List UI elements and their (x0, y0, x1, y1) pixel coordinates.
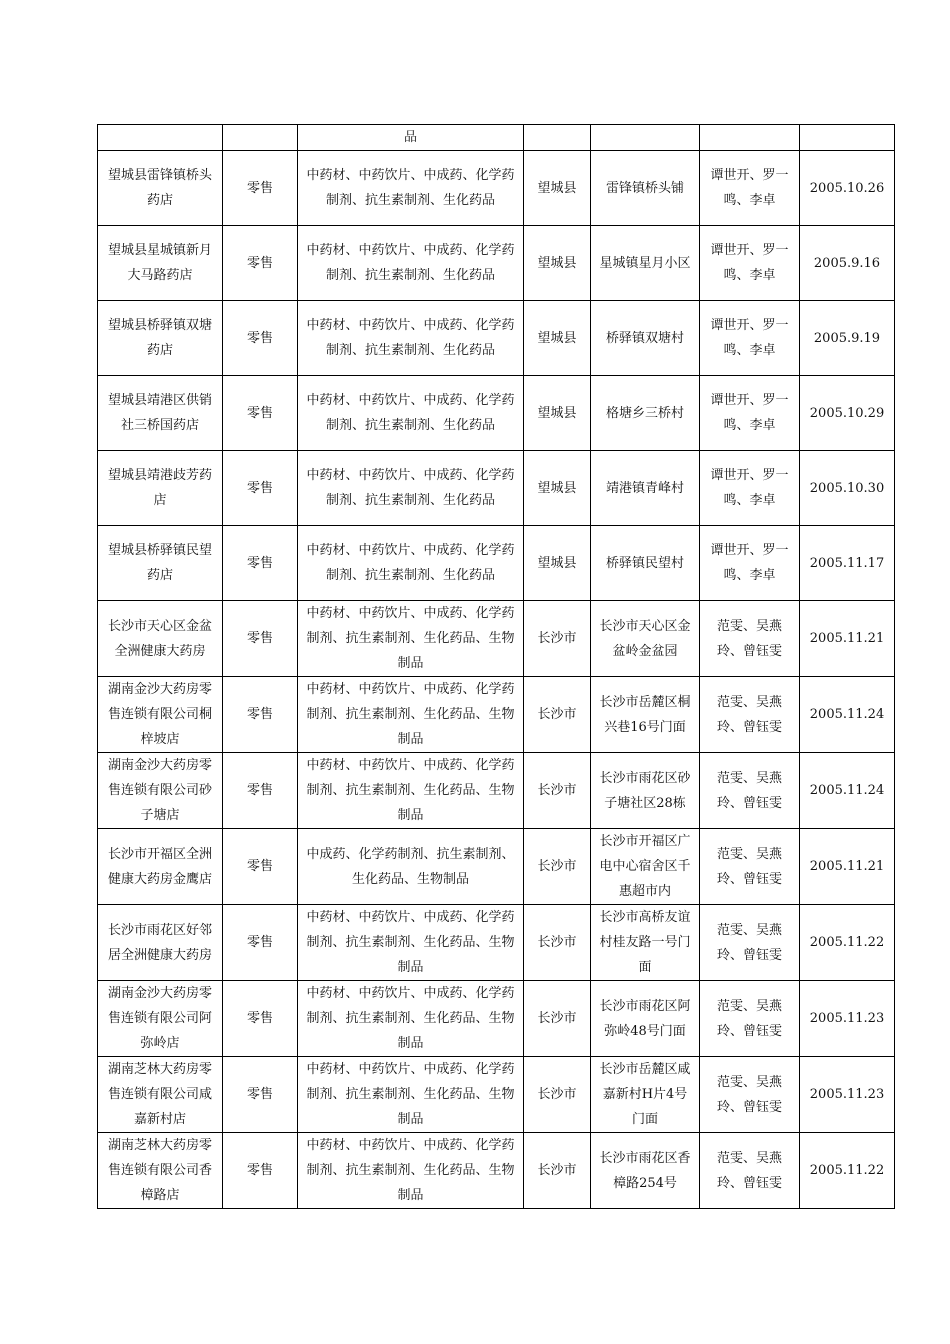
cell-scope: 中药材、中药饮片、中成药、化学药制剂、抗生素制剂、生化药品、生物制品 (298, 753, 524, 829)
cell-date: 2005.11.24 (800, 753, 895, 829)
cell-date: 2005.11.23 (800, 981, 895, 1057)
cell-area: 长沙市 (524, 601, 591, 677)
cell-name: 望城县雷锋镇桥头药店 (98, 151, 223, 226)
cell-inspectors: 范雯、吴燕玲、曾钰雯 (700, 1057, 800, 1133)
cell-inspectors: 谭世开、罗一鸣、李卓 (700, 451, 800, 526)
cell-address: 长沙市雨花区阿弥岭48号门面 (591, 981, 700, 1057)
cell-scope: 品 (298, 125, 524, 151)
cell-address: 雷锋镇桥头铺 (591, 151, 700, 226)
cell-date: 2005.9.16 (800, 226, 895, 301)
cell-address: 桥驿镇民望村 (591, 526, 700, 601)
cell-inspectors: 范雯、吴燕玲、曾钰雯 (700, 905, 800, 981)
cell-address: 靖港镇青峰村 (591, 451, 700, 526)
cell-type: 零售 (223, 376, 298, 451)
cell-address (591, 125, 700, 151)
cell-area: 长沙市 (524, 905, 591, 981)
table-row (98, 601, 895, 677)
cell-scope: 中药材、中药饮片、中成药、化学药制剂、抗生素制剂、生化药品 (298, 301, 524, 376)
cell-name: 望城县桥驿镇双塘药店 (98, 301, 223, 376)
cell-area: 长沙市 (524, 1057, 591, 1133)
cell-area: 望城县 (524, 226, 591, 301)
table-row (98, 151, 895, 226)
cell-scope: 中药材、中药饮片、中成药、化学药制剂、抗生素制剂、生化药品 (298, 151, 524, 226)
cell-address: 长沙市岳麓区桐兴巷16号门面 (591, 677, 700, 753)
cell-scope: 中药材、中药饮片、中成药、化学药制剂、抗生素制剂、生化药品、生物制品 (298, 1133, 524, 1209)
cell-scope: 中药材、中药饮片、中成药、化学药制剂、抗生素制剂、生化药品、生物制品 (298, 1057, 524, 1133)
cell-type: 零售 (223, 753, 298, 829)
cell-type (223, 125, 298, 151)
cell-date: 2005.11.22 (800, 905, 895, 981)
cell-scope: 中药材、中药饮片、中成药、化学药制剂、抗生素制剂、生化药品、生物制品 (298, 601, 524, 677)
cell-name (98, 125, 223, 151)
table-row (98, 1133, 895, 1209)
cell-date: 2005.11.24 (800, 677, 895, 753)
continuation-row (98, 125, 895, 151)
cell-name: 湖南金沙大药房零售连锁有限公司桐梓坡店 (98, 677, 223, 753)
cell-name: 望城县桥驿镇民望药店 (98, 526, 223, 601)
table-row (98, 905, 895, 981)
table-row (98, 1057, 895, 1133)
table-row (98, 226, 895, 301)
cell-type: 零售 (223, 526, 298, 601)
cell-inspectors: 范雯、吴燕玲、曾钰雯 (700, 601, 800, 677)
table-row (98, 829, 895, 905)
cell-type: 零售 (223, 677, 298, 753)
cell-address: 长沙市雨花区砂子塘社区28栋 (591, 753, 700, 829)
cell-name: 长沙市开福区全洲健康大药房金鹰店 (98, 829, 223, 905)
cell-inspectors: 谭世开、罗一鸣、李卓 (700, 226, 800, 301)
cell-type: 零售 (223, 601, 298, 677)
cell-date (800, 125, 895, 151)
cell-area: 望城县 (524, 526, 591, 601)
cell-type: 零售 (223, 301, 298, 376)
cell-date: 2005.11.22 (800, 1133, 895, 1209)
cell-name: 湖南芝林大药房零售连锁有限公司咸嘉新村店 (98, 1057, 223, 1133)
cell-area: 长沙市 (524, 829, 591, 905)
cell-name: 望城县星城镇新月大马路药店 (98, 226, 223, 301)
table-row (98, 677, 895, 753)
cell-address: 长沙市开福区广电中心宿舍区千惠超市内 (591, 829, 700, 905)
cell-area: 望城县 (524, 151, 591, 226)
cell-date: 2005.11.21 (800, 829, 895, 905)
cell-date: 2005.10.29 (800, 376, 895, 451)
cell-area: 长沙市 (524, 981, 591, 1057)
cell-inspectors: 范雯、吴燕玲、曾钰雯 (700, 981, 800, 1057)
cell-address: 长沙市高桥友谊村桂友路一号门面 (591, 905, 700, 981)
cell-scope: 中药材、中药饮片、中成药、化学药制剂、抗生素制剂、生化药品、生物制品 (298, 905, 524, 981)
cell-name: 湖南金沙大药房零售连锁有限公司砂子塘店 (98, 753, 223, 829)
cell-inspectors: 谭世开、罗一鸣、李卓 (700, 151, 800, 226)
cell-address: 桥驿镇双塘村 (591, 301, 700, 376)
cell-inspectors: 范雯、吴燕玲、曾钰雯 (700, 753, 800, 829)
cell-type: 零售 (223, 1057, 298, 1133)
cell-date: 2005.11.21 (800, 601, 895, 677)
cell-inspectors: 范雯、吴燕玲、曾钰雯 (700, 1133, 800, 1209)
cell-type: 零售 (223, 981, 298, 1057)
table-row (98, 526, 895, 601)
cell-type: 零售 (223, 829, 298, 905)
table-row (98, 301, 895, 376)
cell-type: 零售 (223, 905, 298, 981)
cell-name: 湖南芝林大药房零售连锁有限公司香樟路店 (98, 1133, 223, 1209)
pharmacy-inspection-table (97, 124, 895, 1209)
cell-scope: 中成药、化学药制剂、抗生素制剂、生化药品、生物制品 (298, 829, 524, 905)
cell-inspectors: 范雯、吴燕玲、曾钰雯 (700, 829, 800, 905)
cell-name: 湖南金沙大药房零售连锁有限公司阿弥岭店 (98, 981, 223, 1057)
cell-type: 零售 (223, 151, 298, 226)
table-row (98, 376, 895, 451)
cell-scope: 中药材、中药饮片、中成药、化学药制剂、抗生素制剂、生化药品 (298, 526, 524, 601)
cell-address: 长沙市岳麓区咸嘉新村H片4号门面 (591, 1057, 700, 1133)
cell-scope: 中药材、中药饮片、中成药、化学药制剂、抗生素制剂、生化药品 (298, 376, 524, 451)
cell-inspectors: 谭世开、罗一鸣、李卓 (700, 526, 800, 601)
cell-date: 2005.11.17 (800, 526, 895, 601)
cell-name: 长沙市天心区金盆全洲健康大药房 (98, 601, 223, 677)
table-row (98, 753, 895, 829)
cell-name: 望城县靖港区供销社三桥国药店 (98, 376, 223, 451)
cell-date: 2005.11.23 (800, 1057, 895, 1133)
cell-scope: 中药材、中药饮片、中成药、化学药制剂、抗生素制剂、生化药品 (298, 226, 524, 301)
cell-scope: 中药材、中药饮片、中成药、化学药制剂、抗生素制剂、生化药品 (298, 451, 524, 526)
cell-type: 零售 (223, 226, 298, 301)
cell-name: 长沙市雨花区好邻居全洲健康大药房 (98, 905, 223, 981)
cell-area: 长沙市 (524, 1133, 591, 1209)
cell-area: 望城县 (524, 301, 591, 376)
cell-address: 长沙市天心区金盆岭金盆园 (591, 601, 700, 677)
cell-date: 2005.10.30 (800, 451, 895, 526)
cell-area: 望城县 (524, 451, 591, 526)
cell-type: 零售 (223, 451, 298, 526)
table-row (98, 451, 895, 526)
cell-area (524, 125, 591, 151)
cell-inspectors: 谭世开、罗一鸣、李卓 (700, 301, 800, 376)
cell-inspectors (700, 125, 800, 151)
cell-type: 零售 (223, 1133, 298, 1209)
cell-address: 格塘乡三桥村 (591, 376, 700, 451)
cell-scope: 中药材、中药饮片、中成药、化学药制剂、抗生素制剂、生化药品、生物制品 (298, 677, 524, 753)
table-row (98, 981, 895, 1057)
cell-scope: 中药材、中药饮片、中成药、化学药制剂、抗生素制剂、生化药品、生物制品 (298, 981, 524, 1057)
cell-area: 望城县 (524, 376, 591, 451)
cell-inspectors: 谭世开、罗一鸣、李卓 (700, 376, 800, 451)
cell-date: 2005.10.26 (800, 151, 895, 226)
cell-area: 长沙市 (524, 677, 591, 753)
cell-inspectors: 范雯、吴燕玲、曾钰雯 (700, 677, 800, 753)
cell-address: 星城镇星月小区 (591, 226, 700, 301)
cell-area: 长沙市 (524, 753, 591, 829)
cell-date: 2005.9.19 (800, 301, 895, 376)
cell-name: 望城县靖港歧芳药店 (98, 451, 223, 526)
cell-address: 长沙市雨花区香樟路254号 (591, 1133, 700, 1209)
